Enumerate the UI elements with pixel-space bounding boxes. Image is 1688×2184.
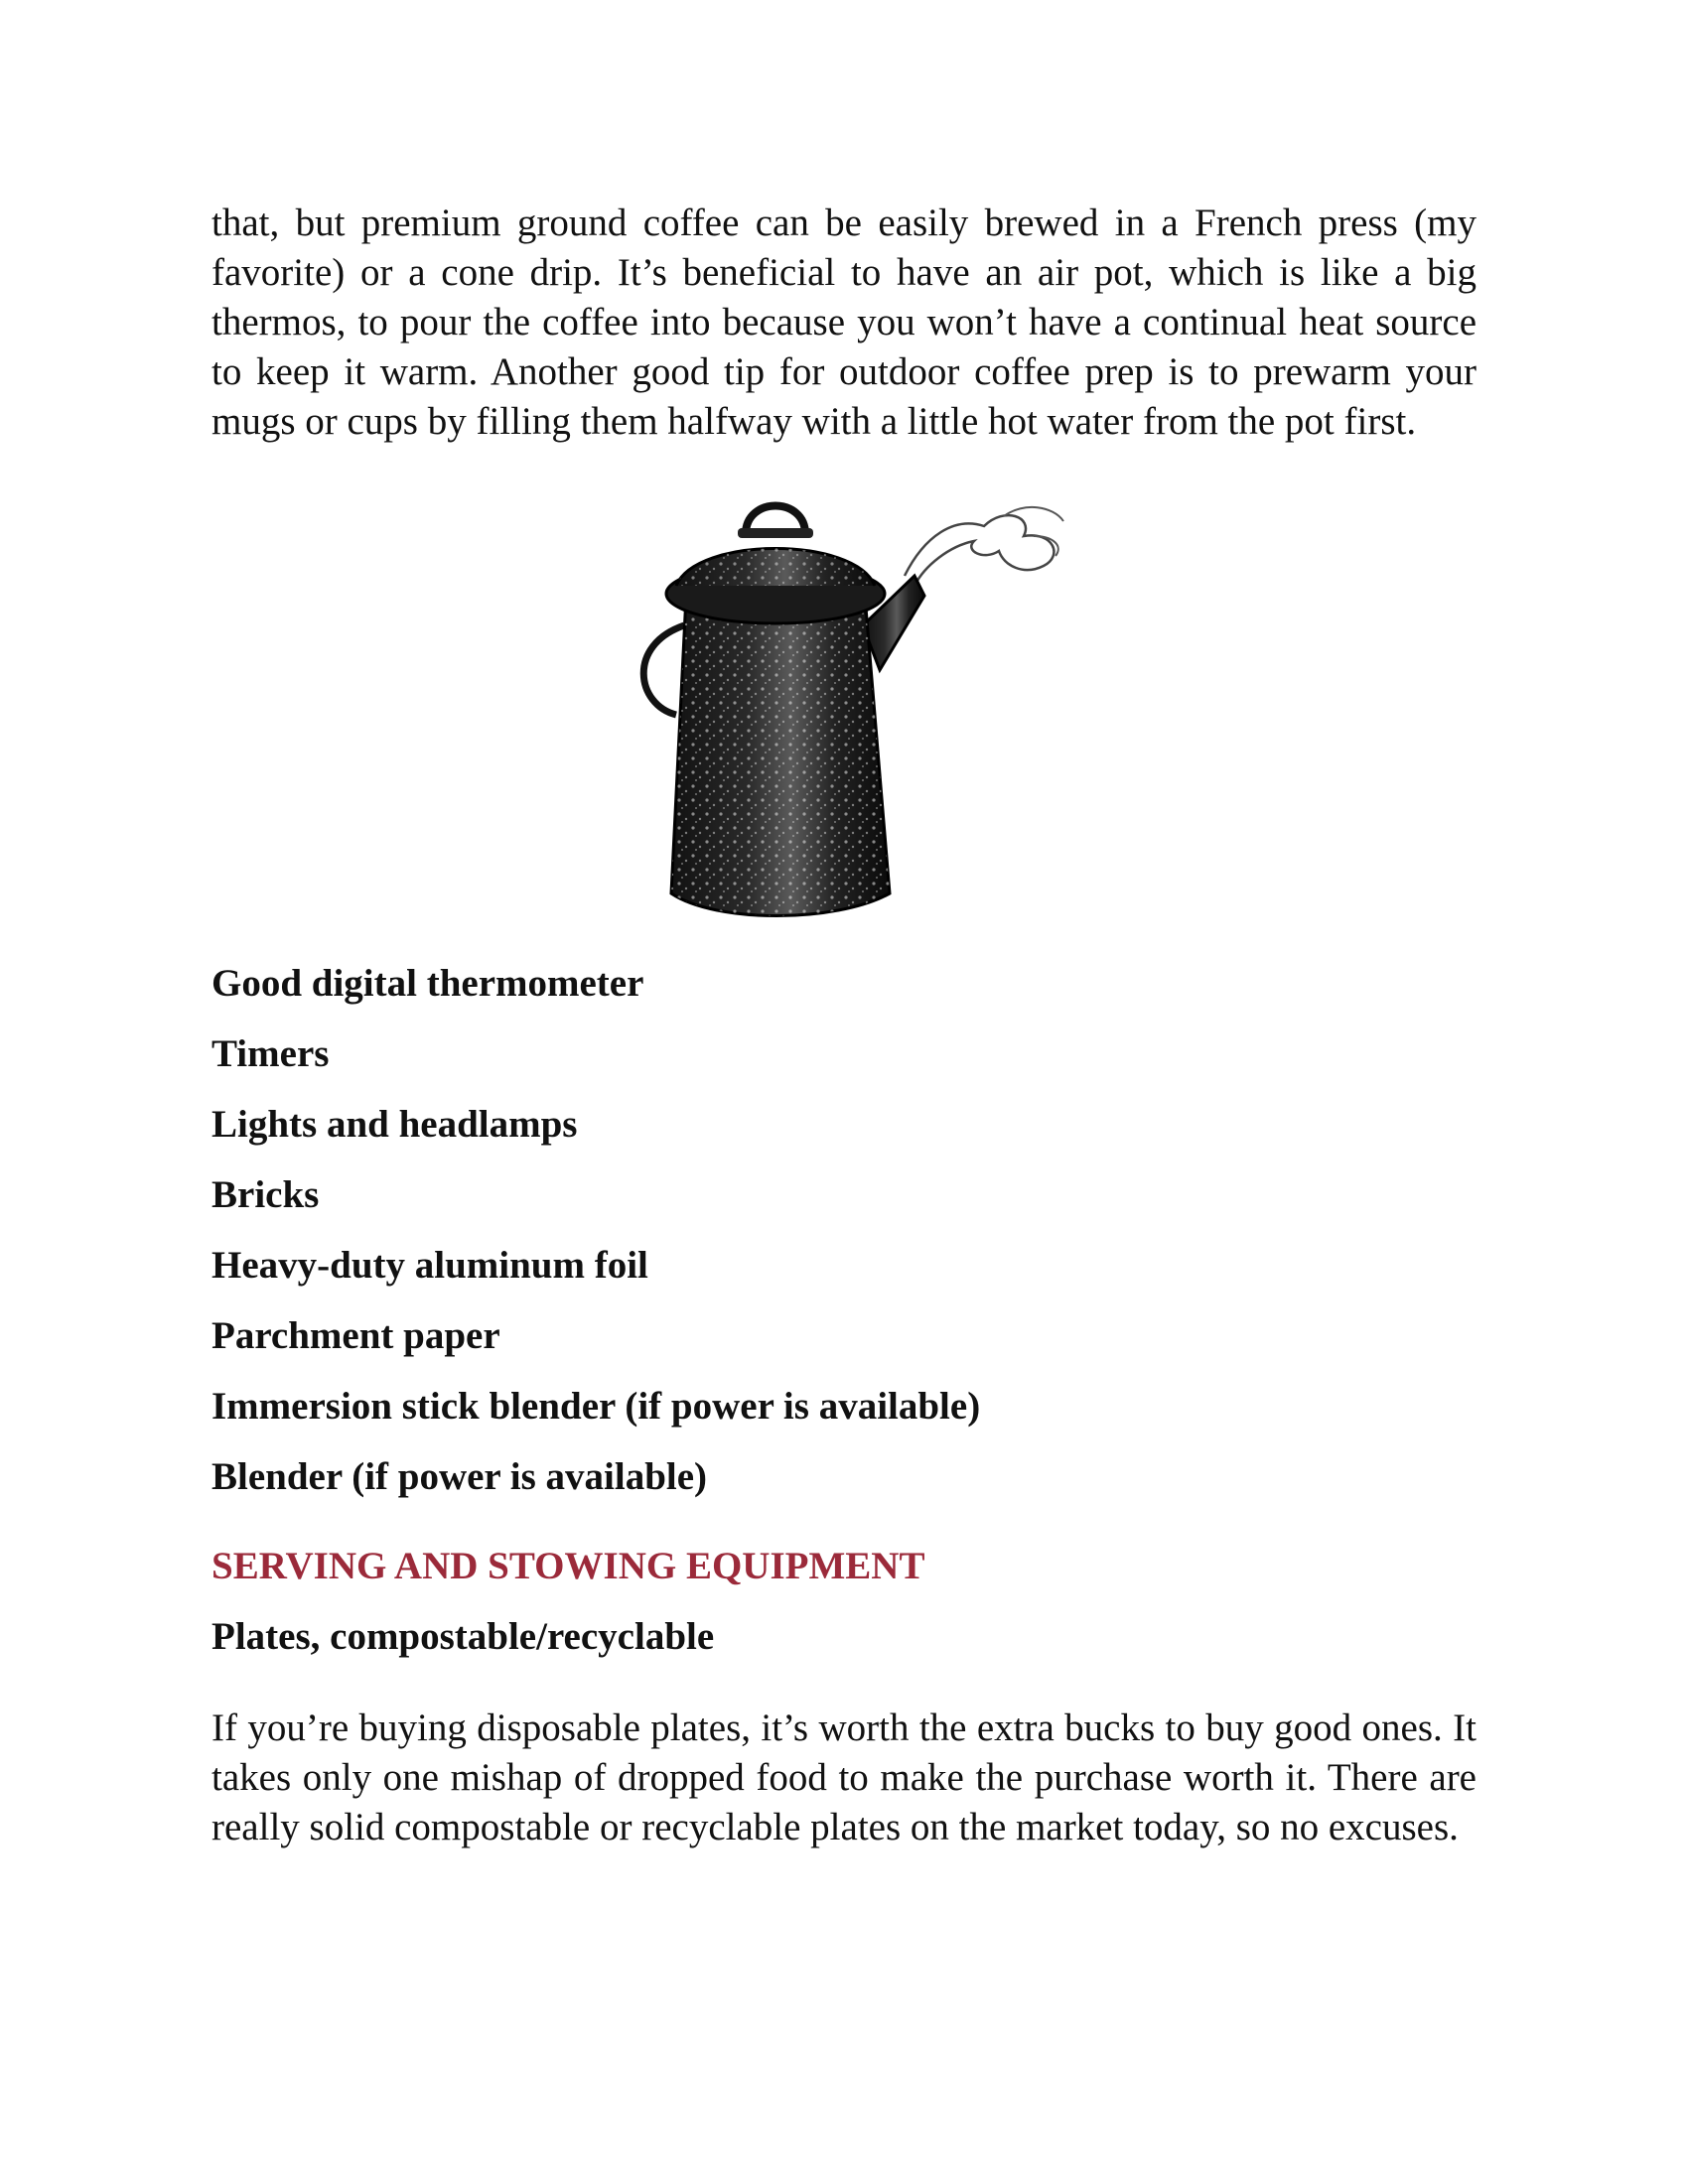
section-heading: SERVING AND STOWING EQUIPMENT	[211, 1545, 925, 1587]
intro-paragraph: that, but premium ground coffee can be easily brewed in a French press (my favorite) or a cone drip. It’s beneficial to have an air pot, which is like a big thermos, to pour the coffee into because you won’t have a continual heat source to keep it warm. Another good tip for outdoor coffee prep is to prewarm your mugs or cups by filling them halfway with a little hot water from the pot first.	[211, 202, 1477, 443]
list-item: Good digital thermometer	[211, 962, 644, 1005]
list-item: Lights and headlamps	[211, 1103, 578, 1146]
coffee-pot-illustration-icon	[607, 477, 1083, 943]
coffee-pot-figure	[211, 477, 1477, 943]
page-content	[211, 199, 1477, 1852]
list-item: Bricks	[211, 1173, 320, 1216]
list-item: Timers	[211, 1032, 330, 1075]
equipment-list	[211, 959, 1477, 1502]
list-item: Immersion stick blender (if power is available)	[211, 1385, 981, 1428]
list-item: Blender (if power is available)	[211, 1455, 708, 1498]
section-paragraph: If you’re buying disposable plates, it’s worth the extra bucks to buy good ones. It takes only one mishap of dropped food to make the purchase worth it. There are really solid compostable or recyclable plates on the market today, so no excuses.	[211, 1706, 1477, 1848]
list-item: Parchment paper	[211, 1314, 500, 1357]
list-item: Heavy-duty aluminum foil	[211, 1244, 648, 1287]
section-subheading: Plates, compostable/recyclable	[211, 1615, 715, 1658]
